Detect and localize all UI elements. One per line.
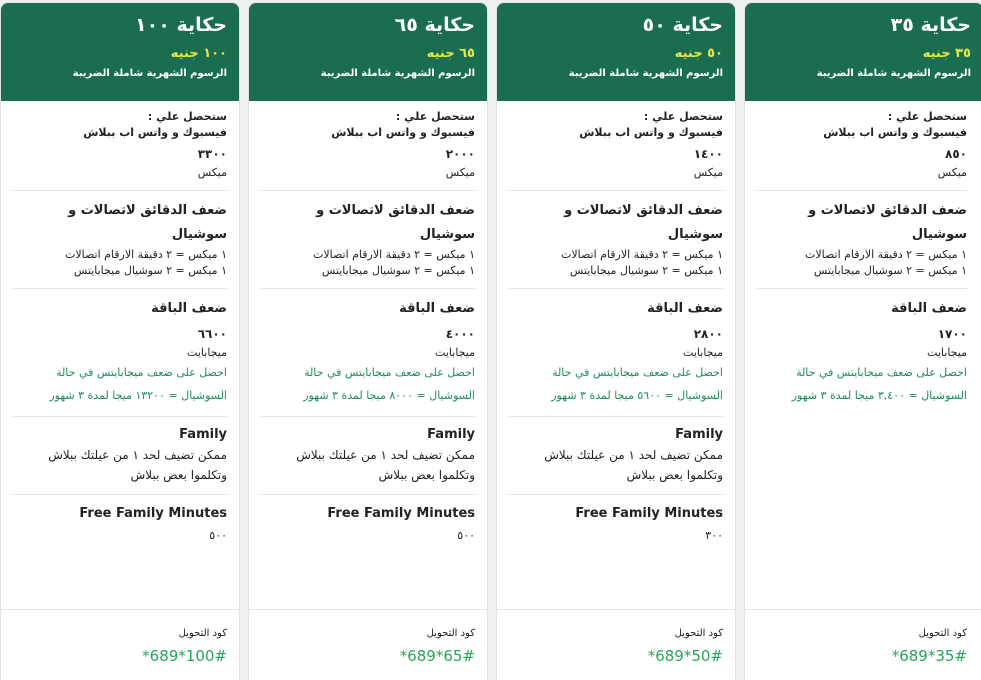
mix-section — [509, 101, 723, 191]
mb-unit: ميجابايت — [927, 346, 967, 359]
social-offer: احصل على ضعف ميجابايتس في حالة السوشيال = ٨٠٠٠ ميجا لمدة ٣ شهور — [303, 366, 475, 402]
mix-unit: ميكس — [445, 166, 475, 179]
card-price: ١٠٠ جنيه — [170, 46, 227, 61]
double-minutes-line1: ١ ميكس = ٢ دقيقة الارقام اتصالات — [312, 248, 475, 261]
code-label: كود التحويل — [426, 628, 475, 639]
mb-unit: ميجابايت — [187, 346, 227, 359]
ffm-section — [13, 495, 227, 556]
mb-value: ١٧٠٠ — [937, 327, 967, 341]
mix-value: ١٤٠٠ — [693, 147, 723, 161]
mix-section — [757, 101, 967, 191]
double-minutes-title: ضعف الدقائق لاتصالات و سوشيال — [316, 203, 475, 242]
family-section — [509, 417, 723, 495]
bundle-card-35[interactable] — [744, 2, 981, 680]
card-fees-note: الرسوم الشهرية شاملة الضريبة — [320, 68, 475, 79]
double-minutes-title: ضعف الدقائق لاتصالات و سوشيال — [564, 203, 723, 242]
bundle-card-100[interactable] — [0, 2, 240, 680]
card-fees-note: الرسوم الشهرية شاملة الضريبة — [568, 68, 723, 79]
family-section — [261, 417, 475, 495]
family-title: Family — [675, 427, 723, 442]
double-minutes-line2: ١ ميكس = ٢ سوشيال ميجابايتس — [321, 264, 475, 277]
mb-value: ٦٦٠٠ — [197, 327, 227, 341]
family-title: Family — [427, 427, 475, 442]
mix-unit: ميكس — [197, 166, 227, 179]
card-footer — [745, 609, 981, 667]
double-minutes-line2: ١ ميكس = ٢ سوشيال ميجابايتس — [73, 264, 227, 277]
ffm-title: Free Family Minutes — [327, 506, 475, 521]
card-footer — [497, 609, 735, 667]
mix-value: ٨٥٠ — [945, 147, 967, 161]
mix-unit: ميكس — [693, 166, 723, 179]
code-label: كود التحويل — [178, 628, 227, 639]
code-label: كود التحويل — [674, 628, 723, 639]
family-title: Family — [179, 427, 227, 442]
card-title: حكاية ٣٥ — [890, 14, 971, 36]
free-apps: فيسبوك و واتس اب ببلاش — [83, 126, 227, 139]
card-header — [745, 3, 981, 101]
ffm-value: ٥٠٠ — [209, 529, 227, 542]
mb-unit: ميجابايت — [683, 346, 723, 359]
bundle-card-50[interactable] — [496, 2, 736, 680]
get-label: ستحصل علي : — [643, 110, 723, 123]
double-minutes-line1: ١ ميكس = ٢ دقيقة الارقام اتصالات — [804, 248, 967, 261]
family-text: ممكن تضيف لحد ١ من عيلتك ببلاش وتكلموا بعض ببلاش — [48, 448, 227, 482]
card-footer — [1, 609, 239, 667]
mb-value: ٢٨٠٠ — [693, 327, 723, 341]
card-header — [1, 3, 239, 101]
transfer-code[interactable]: *689*50# — [647, 647, 723, 665]
double-minutes-title: ضعف الدقائق لاتصالات و سوشيال — [68, 203, 227, 242]
double-minutes-line1: ١ ميكس = ٢ دقيقة الارقام اتصالات — [64, 248, 227, 261]
double-minutes-line2: ١ ميكس = ٢ سوشيال ميجابايتس — [813, 264, 967, 277]
ffm-value: ٥٠٠ — [457, 529, 475, 542]
card-footer — [249, 609, 487, 667]
code-label: كود التحويل — [918, 628, 967, 639]
get-label: ستحصل علي : — [395, 110, 475, 123]
card-price: ٥٠ جنيه — [674, 46, 723, 61]
transfer-code[interactable]: *689*65# — [399, 647, 475, 665]
bundle-card-65[interactable] — [248, 2, 488, 680]
double-bundle-title: ضعف الباقة — [151, 301, 227, 316]
card-title: حكاية ١٠٠ — [135, 14, 227, 36]
double-bundle-title: ضعف الباقة — [891, 301, 967, 316]
transfer-code[interactable]: *689*35# — [891, 647, 967, 665]
mix-section — [261, 101, 475, 191]
double-bundle-section — [13, 289, 227, 417]
family-section — [13, 417, 227, 495]
double-bundle-section — [509, 289, 723, 417]
free-apps: فيسبوك و واتس اب ببلاش — [331, 126, 475, 139]
double-minutes-section — [261, 191, 475, 289]
double-minutes-section — [509, 191, 723, 289]
ffm-section — [261, 495, 475, 556]
get-label: ستحصل علي : — [147, 110, 227, 123]
mb-unit: ميجابايت — [435, 346, 475, 359]
free-apps: فيسبوك و واتس اب ببلاش — [823, 126, 967, 139]
double-bundle-section — [757, 289, 967, 416]
card-title: حكاية ٥٠ — [642, 14, 723, 36]
social-offer: احصل على ضعف ميجابايتس في حالة السوشيال = ١٣٢٠٠ ميجا لمدة ٣ شهور — [49, 366, 227, 402]
double-minutes-section — [757, 191, 967, 289]
ffm-title: Free Family Minutes — [79, 506, 227, 521]
get-label: ستحصل علي : — [887, 110, 967, 123]
card-fees-note: الرسوم الشهرية شاملة الضريبة — [72, 68, 227, 79]
mix-unit: ميكس — [937, 166, 967, 179]
card-price: ٣٥ جنيه — [922, 46, 971, 61]
card-fees-note: الرسوم الشهرية شاملة الضريبة — [816, 68, 971, 79]
double-minutes-line1: ١ ميكس = ٢ دقيقة الارقام اتصالات — [560, 248, 723, 261]
mix-section — [13, 101, 227, 191]
double-bundle-section — [261, 289, 475, 417]
family-text: ممكن تضيف لحد ١ من عيلتك ببلاش وتكلموا بعض ببلاش — [296, 448, 475, 482]
ffm-section — [509, 495, 723, 556]
family-text: ممكن تضيف لحد ١ من عيلتك ببلاش وتكلموا بعض ببلاش — [544, 448, 723, 482]
card-header — [249, 3, 487, 101]
social-offer: احصل على ضعف ميجابايتس في حالة السوشيال = ٥٦٠٠ ميجا لمدة ٣ شهور — [551, 366, 723, 402]
transfer-code[interactable]: *689*100# — [142, 647, 227, 665]
mb-value: ٤٠٠٠ — [445, 327, 475, 341]
social-offer: احصل على ضعف ميجابايتس في حالة السوشيال = ٣,٤٠٠ ميجا لمدة ٣ شهور — [791, 366, 967, 402]
ffm-title: Free Family Minutes — [575, 506, 723, 521]
card-title: حكاية ٦٥ — [394, 14, 475, 36]
double-bundle-title: ضعف الباقة — [399, 301, 475, 316]
free-apps: فيسبوك و واتس اب ببلاش — [579, 126, 723, 139]
card-header — [497, 3, 735, 101]
double-minutes-line2: ١ ميكس = ٢ سوشيال ميجابايتس — [569, 264, 723, 277]
double-minutes-section — [13, 191, 227, 289]
mix-value: ٢٠٠٠ — [445, 147, 475, 161]
mix-value: ٣٣٠٠ — [197, 147, 227, 161]
card-price: ٦٥ جنيه — [426, 46, 475, 61]
ffm-value: ٣٠٠ — [705, 529, 723, 542]
double-minutes-title: ضعف الدقائق لاتصالات و سوشيال — [808, 203, 967, 242]
double-bundle-title: ضعف الباقة — [647, 301, 723, 316]
